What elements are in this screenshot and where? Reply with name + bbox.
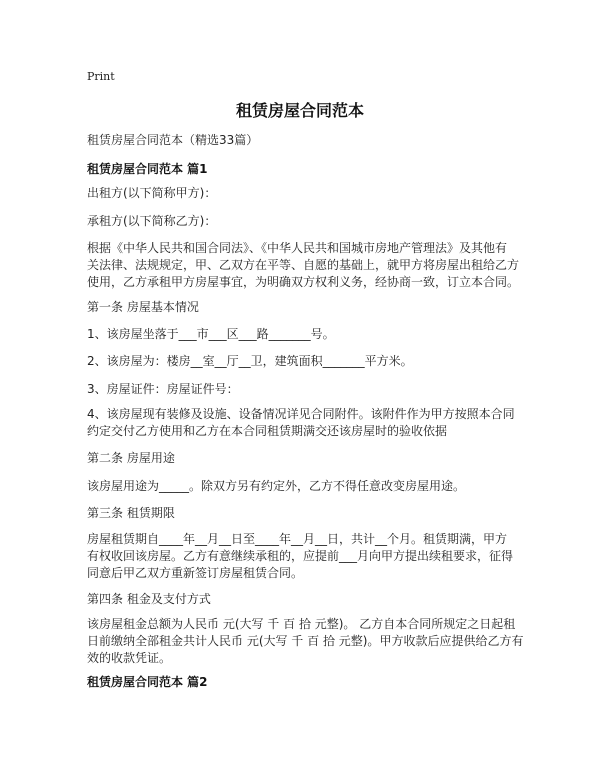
print-link[interactable]: Print: [87, 70, 115, 83]
intro-paragraph-line: 使用，乙方承租甲方房屋事宜，为明确双方权利义务，经协商一致，订立本合同。: [87, 275, 520, 289]
article3-paragraph-line: 房屋租赁期自____年__月__日至____年__月__日，共计__个月。租赁期满，甲方: [87, 532, 508, 546]
article1-item4-line: 约定交付乙方使用和乙方在本合同租赁期满交还该房屋时的验收依据: [87, 424, 448, 438]
article4-paragraph-line: 效的收款凭证。: [87, 651, 172, 665]
article3-paragraph-line: 有权收回该房屋。乙方有意继续承租的，应提前___月向甲方提出续租要求，征得: [87, 549, 514, 563]
lessor-line: 出租方(以下简称甲方)：: [87, 186, 217, 200]
article1-item2: 2、该房屋为：楼房__室__厅__卫，建筑面积_______平方米。: [87, 354, 413, 368]
article4-paragraph-line: 日前缴纳全部租金共计人民币 元(大写 千 百 拾 元整)。甲方收款后应提供给乙方有: [87, 634, 524, 648]
lessee-line: 承租方(以下简称乙方)：: [87, 214, 217, 228]
article3-paragraph-line: 同意后甲乙双方重新签订房屋租赁合同。: [87, 566, 304, 580]
section1-heading: 租赁房屋合同范本 篇1: [87, 162, 208, 176]
document-subtitle: 租赁房屋合同范本（精选33篇）: [87, 133, 259, 147]
article2-heading: 第二条 房屋用途: [87, 451, 175, 465]
article1-item3: 3、房屋证件：房屋证件号：: [87, 382, 239, 396]
intro-paragraph-line: 关法律、法规规定，甲、乙双方在平等、自愿的基础上，就甲方将房屋出租给乙方: [87, 258, 520, 272]
intro-paragraph-line: 根据《中华人民共和国合同法》、《中华人民共和国城市房地产管理法》及其他有: [87, 241, 508, 255]
article3-heading: 第三条 租赁期限: [87, 506, 175, 520]
article4-paragraph-line: 该房屋租金总额为人民币 元(大写 千 百 拾 元整)。 乙方自本合同所规定之日起租: [87, 617, 516, 631]
article1-item4-line: 4、该房屋现有装修及设施、设备情况详见合同附件。该附件作为甲方按照本合同: [87, 407, 515, 421]
section2-heading: 租赁房屋合同范本 篇2: [87, 675, 208, 689]
article2-text: 该房屋用途为_____。除双方另有约定外，乙方不得任意改变房屋用途。: [87, 479, 466, 493]
document-title: 租赁房屋合同范本: [235, 101, 364, 120]
article1-heading: 第一条 房屋基本情况: [87, 300, 199, 314]
article1-item1: 1、该房屋坐落于___市___区___路_______号。: [87, 327, 335, 341]
article4-heading: 第四条 租金及支付方式: [87, 592, 211, 606]
